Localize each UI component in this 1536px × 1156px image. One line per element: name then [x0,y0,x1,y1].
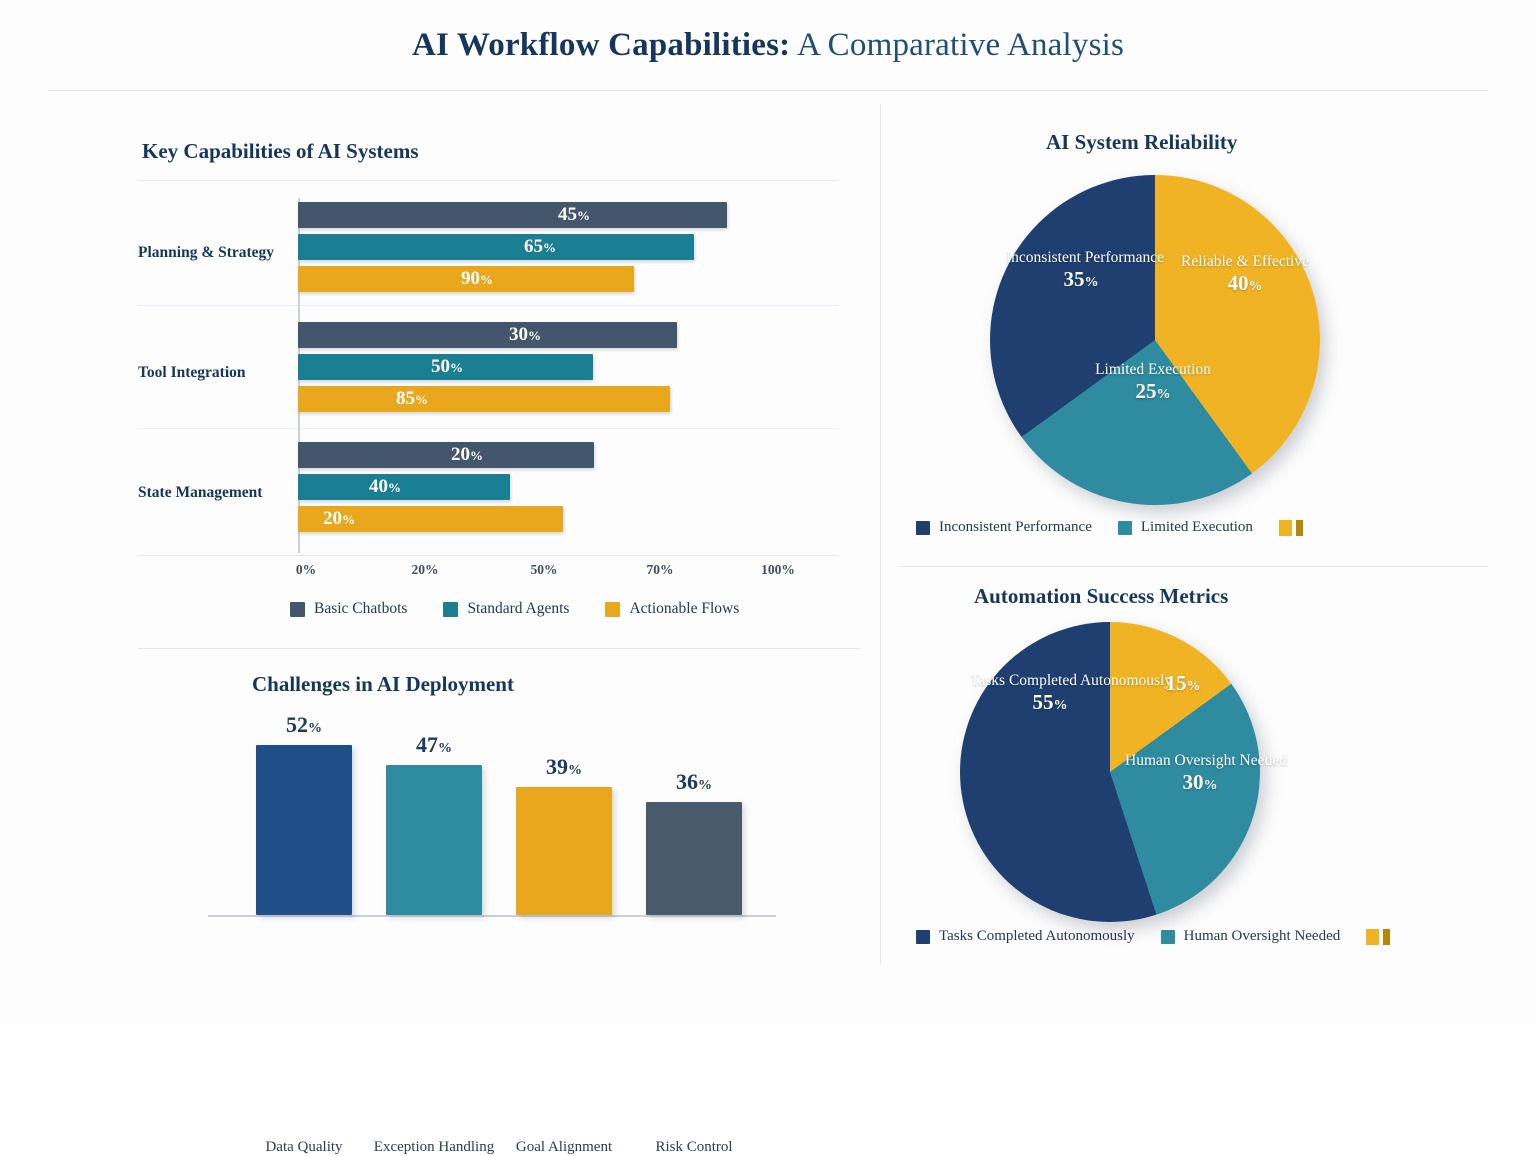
bar-standard-agents[interactable] [298,354,593,380]
pie-slice-name: Inconsistent Performance [1006,249,1164,266]
percent-symbol: % [388,480,401,495]
bar-value: 45 [558,204,577,225]
column-value [416,732,452,758]
bar-value: 30 [509,324,528,345]
legend-swatch-icon [1161,930,1175,944]
legend-swatch-icon [1296,520,1303,536]
percent-symbol: % [480,272,493,287]
column-divider [880,104,881,964]
axis-base [138,555,838,556]
pie2-legend [916,928,1390,945]
column-baseline [208,915,776,917]
column-value [546,754,582,780]
percent-symbol: % [438,741,452,756]
pie1-title: AI System Reliability [1046,130,1238,154]
bar-value: 90 [461,268,480,289]
pie-slice-number: 25 [1135,379,1157,404]
grouped-bar-chart [138,180,860,580]
legend-label: Human Oversight Needed [1183,928,1341,944]
bar-value: 85 [396,388,415,409]
percent-symbol: % [698,778,712,793]
percent-symbol: % [568,763,582,778]
percent-symbol: % [470,448,483,463]
column-bar-data-quality[interactable] [256,745,352,915]
bar-value: 65 [524,236,543,257]
pie-slice-label-limited [1078,361,1228,404]
percent-symbol: % [342,512,355,527]
legend-item-reliable-effective[interactable] [1279,520,1303,536]
column-value-number: 52 [286,712,308,737]
page-title-strong: AI Workflow Capabilities: [411,26,791,63]
pie-slice-value [970,691,1130,715]
pie-slice-number: 30 [1182,770,1204,795]
legend-swatch-icon [1279,520,1292,536]
title-divider [48,90,1488,91]
grid-line [138,180,838,181]
pie-slice-number: 35 [1063,267,1085,292]
bar-actionable-flows[interactable] [298,386,670,412]
legend-swatch-icon [290,602,305,617]
bar-basic-chatbots[interactable] [298,322,677,348]
legend-label: Inconsistent Performance [939,519,1092,535]
column-chart [200,700,800,1155]
percent-symbol: % [450,360,463,375]
pie-chart-automation [960,622,1287,922]
column-bar-risk-control[interactable] [646,802,742,915]
legend-swatch-icon [1383,929,1390,945]
pie-slice-name: Tasks Completed Autonomously [970,672,1173,689]
x-tick: 70% [646,562,674,577]
pie2-title: Automation Success Metrics [974,584,1229,608]
percent-symbol: % [1053,698,1068,714]
column-value-number: 39 [546,754,568,779]
bar-value: 40 [369,476,388,497]
bar-group [138,322,838,432]
legend-item-inconsistent-performance[interactable] [916,519,1092,536]
legend-swatch-icon [443,602,458,617]
bar-actionable-flows[interactable] [298,506,563,532]
pie-slice-value [1125,771,1275,795]
x-tick: 100% [761,562,795,577]
bar-group [138,202,838,312]
column-value-number: 47 [416,732,438,757]
bar-actionable-flows[interactable] [298,266,634,292]
bar-value: 20 [323,508,342,529]
pie-slice-name: Human Oversight Needed [1125,752,1287,769]
bar-value: 20 [451,444,470,465]
percent-symbol: % [543,240,556,255]
pie-slice-label-reliable [1170,253,1320,296]
bar-group-label: State Management [138,484,263,501]
column-label: Goal Alignment [515,1139,613,1155]
legend-swatch-icon [605,602,620,617]
pie-slice-value [1128,672,1238,696]
column-value [676,769,712,795]
legend-swatch-icon [916,521,930,535]
left-row-divider [138,648,860,649]
legend-label: Standard Agents [467,600,570,617]
bar-basic-chatbots[interactable] [298,442,594,468]
bar-group-label: Planning & Strategy [138,244,275,261]
percent-symbol: % [1248,279,1263,295]
column-value [286,712,322,738]
percent-symbol: % [1084,275,1099,291]
bar-chart-legend [290,600,739,618]
bar-chart-title: Key Capabilities of AI Systems [142,139,419,163]
pie-slice-value [1078,380,1228,404]
legend-label: Tasks Completed Autonomously [939,928,1135,944]
bar-standard-agents[interactable] [298,474,510,500]
column-label: Exception Handling [373,1139,495,1155]
x-axis-labels [295,562,838,584]
pie-slice-value [1170,272,1320,296]
column-value-number: 36 [676,769,698,794]
pie-slice-name: Reliable & Effective [1181,253,1309,270]
legend-item-remainder[interactable] [1366,929,1390,945]
column-bar-exception-handling[interactable] [386,765,482,915]
bar-basic-chatbots[interactable] [298,202,727,228]
column-chart-title: Challenges in AI Deployment [252,672,514,696]
percent-symbol: % [577,208,590,223]
percent-symbol: % [1203,778,1218,794]
pie-slice-label-inconsistent [1006,249,1164,292]
legend-item-standard-agents[interactable] [443,600,569,618]
legend-item-basic-chatbots[interactable] [290,600,407,618]
bar-value: 50 [431,356,450,377]
pie-slice-number: 40 [1227,271,1249,296]
column-label: Data Quality [265,1139,343,1155]
legend-label: Actionable Flows [629,600,740,617]
legend-swatch-icon [1366,929,1379,945]
legend-item-human-oversight-needed[interactable] [1161,928,1341,945]
legend-swatch-icon [1118,521,1132,535]
legend-item-limited-execution[interactable] [1118,519,1253,536]
x-tick: 0% [295,562,317,577]
pie-slices[interactable] [990,175,1320,505]
x-tick: 20% [411,562,439,577]
page-title-light: A Comparative Analysis [790,26,1125,63]
percent-symbol: % [1156,387,1171,403]
x-tick: 50% [530,562,558,577]
legend-swatch-icon [916,930,930,944]
pie-slice-label-tasks-completed [970,672,1173,715]
legend-label: Basic Chatbots [314,600,408,617]
percent-symbol: % [308,721,322,736]
pie-slice-name: Limited Execution [1095,361,1211,378]
bar-group-label: Tool Integration [138,364,246,381]
pie-slice-value [1006,268,1156,292]
column-bar-goal-alignment[interactable] [516,787,612,915]
pie1-legend [916,519,1303,536]
legend-label: Limited Execution [1140,519,1253,535]
pie-slice-label-remainder [1128,670,1238,696]
bar-group [138,442,838,552]
bar-standard-agents[interactable] [298,234,694,260]
pie-slice-number: 55 [1032,690,1054,715]
column-label: Risk Control [655,1139,733,1155]
pie-chart-reliability [990,175,1320,505]
pie-slice-label-human-oversight [1125,752,1287,795]
right-row-divider [900,566,1488,567]
percent-symbol: % [415,392,428,407]
percent-symbol: % [528,328,541,343]
percent-symbol: % [1186,679,1201,694]
legend-item-actionable-flows[interactable] [605,600,739,618]
page-title [0,0,1536,90]
legend-item-tasks-completed-autonomously[interactable] [916,928,1135,945]
pie-slice-number: 15 [1165,671,1187,695]
